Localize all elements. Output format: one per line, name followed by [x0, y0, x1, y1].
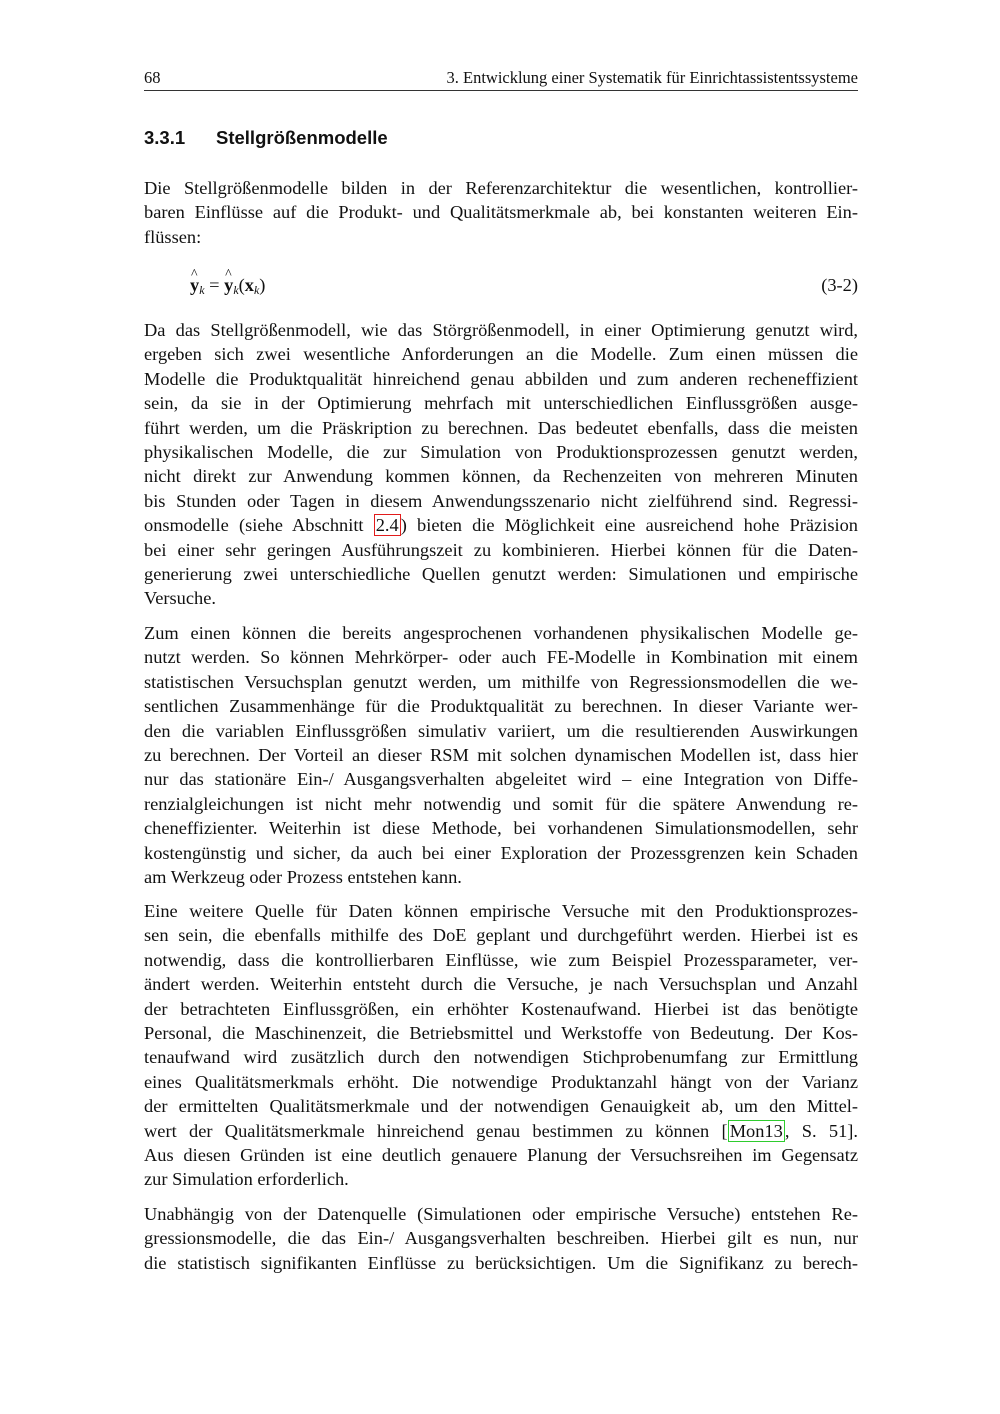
equation-lhs-subscript: k: [199, 283, 205, 297]
text-span: wert der Qualitätsmerkmale hinreichend genau bestimmen zu können [: [144, 1120, 728, 1141]
text-line: statistischen Versuchsplan genutzt werden, um mithilfe von Regressionsmodellen die we-: [144, 671, 858, 692]
text-line: die statistisch signifikanten Einflüsse zu berücksichtigen. Um die Signifikanz zu berech-: [144, 1252, 858, 1273]
paragraph-regression: [144, 1202, 858, 1275]
text-line: Modelle die Produktqualität hinreichend genau abbilden und zum anderen recheneffizient: [144, 368, 858, 389]
text-line: sein, da sie in der Optimierung mehrfach mit unterschiedlichen Einflussgrößen ausge-: [144, 393, 858, 414]
text-line: physikalischen Modelle, die zur Simulation von Produktionsprozessen genutzt werden,: [144, 441, 858, 462]
text-line: Unabhängig von der Datenquelle (Simulationen oder empirische Versuche) entstehen Re-: [144, 1204, 858, 1224]
text-line: sen sein, die ebenfalls mithilfe des DoE geplant und durchgeführt werden. Hierbei ist es: [144, 925, 858, 946]
equation-paren-open: (: [238, 275, 245, 295]
text-line: zu berechnen. Der Vorteil an dieser RSM mit solchen dynamischen Modellen ist, dass hier: [144, 744, 858, 765]
citation-link[interactable]: Mon13: [729, 1120, 783, 1141]
paragraph-empirical: [144, 899, 858, 1192]
text-span: , S. 51].: [784, 1120, 859, 1141]
section-reference-link[interactable]: 2.4: [375, 515, 399, 536]
equation-paren-close: ): [259, 275, 266, 295]
equation-equals: =: [204, 275, 225, 295]
equation-lhs: ^ y: [190, 272, 199, 298]
text-line: notwendig, dass die kontrollierbaren Einflüsse, wie zum Beispiel Prozessparameter, ver-: [144, 949, 858, 970]
text-line: nutzt werden. So können Mehrkörper- oder auch FE-Modelle in Kombination mit einem: [144, 647, 858, 668]
text-line: bis Stunden oder Tagen in diesem Anwendungsszenario nicht zielführend sind. Regressi-: [144, 490, 858, 511]
text-line: Die Stellgrößenmodelle bilden in der Referenzarchitektur die wesentlichen, kontrollier-: [144, 178, 858, 198]
equation-rhs: ^ y: [224, 272, 233, 298]
equation-number: (3-2): [821, 275, 858, 295]
text-line: [144, 1119, 858, 1143]
page-number: 68: [144, 68, 161, 87]
text-line: sentlichen Zusammenhänge für die Produktqualität zu berechnen. In dieser Variante wer-: [144, 696, 858, 717]
equation-argument: x: [244, 275, 254, 295]
text-line: nur das stationäre Ein-/ Ausgangsverhalten abgeleitet wird – eine Integration von Diffe-: [144, 769, 858, 790]
text-line: cheneffizienter. Weiterhin ist diese Methode, bei vorhandenen Simulationsmodellen, sehr: [144, 818, 858, 839]
text-line: Eine weitere Quelle für Daten können empirische Versuche mit den Produktionsprozes-: [144, 901, 858, 921]
text-line: [144, 513, 858, 537]
equation-argument-subscript: k: [253, 283, 260, 297]
running-header: [144, 66, 858, 91]
text-line: Da das Stellgrößenmodell, wie das Störgrößenmodell, in einer Optimierung genutzt wird,: [144, 320, 858, 340]
text-line: ändert werden. Weiterhin entsteht durch die Versuche, je nach Versuchsplan und Anzahl: [144, 974, 858, 995]
text-span: onsmodelle (siehe Abschnitt: [144, 515, 374, 536]
paragraph-intro: [144, 176, 858, 249]
chapter-title: 3. Entwicklung einer Systematik für Einrichtassistentssysteme: [446, 68, 858, 87]
text-line: zur Simulation erforderlich.: [144, 1169, 349, 1190]
text-line: Aus diesen Gründen ist eine deutlich genauere Planung der Versuchsreihen im Gegensatz: [144, 1144, 858, 1165]
text-line: tenaufwand wird zusätzlich durch den notwendigen Stichprobenumfang zur Ermittlung: [144, 1047, 858, 1068]
equation-rhs-subscript: k: [233, 283, 239, 297]
paragraph-simulation: [144, 621, 858, 889]
equation-3-2: [190, 272, 858, 298]
text-line: renzialgleichungen ist nicht mehr notwendig und somit für die spätere Anwendung re-: [144, 793, 858, 814]
text-line: der betrachteten Einflussgrößen, ein erhöhter Kostenaufwand. Hierbei ist das benötigte: [144, 998, 858, 1019]
text-line: ergeben sich zwei wesentliche Anforderungen an die Modelle. Zum einen müssen die: [144, 344, 858, 365]
text-line: baren Einflüsse auf die Produkt- und Qualitätsmerkmale ab, bei konstanten weiteren Ein-: [144, 202, 858, 223]
text-line: kostengünstig und sicher, da auch bei einer Exploration der Prozessgrenzen kein Schaden: [144, 842, 858, 863]
text-line: flüssen:: [144, 226, 202, 247]
text-line: der ermittelten Qualitätsmerkmale und der notwendigen Genauigkeit ab, um den Mittel-: [144, 1096, 858, 1117]
section-heading: [144, 127, 388, 149]
section-number: 3.3.1: [144, 127, 186, 148]
section-title: Stellgrößenmodelle: [216, 127, 388, 148]
text-line: gressionsmodelle, die das Ein-/ Ausgangsverhalten beschreiben. Hierbei gilt es nun, nur: [144, 1228, 858, 1249]
text-line: nicht direkt zur Anwendung kommen können, da Rechenzeiten von mehreren Minuten: [144, 466, 858, 487]
text-line: Versuche.: [144, 588, 216, 609]
text-line: Personal, die Maschinenzeit, die Betriebsmittel und Werkstoffe von Bedeutung. Der Kos-: [144, 1022, 858, 1043]
text-line: den die variablen Einflussgrößen simulativ variiert, um die resultierenden Auswirkungen: [144, 720, 858, 741]
paragraph-requirements: [144, 318, 858, 611]
text-line: am Werkzeug oder Prozess entstehen kann.: [144, 866, 462, 887]
text-line: eines Qualitätsmerkmals erhöht. Die notwendige Produktanzahl hängt von der Varianz: [144, 1071, 858, 1092]
text-line: generierung zwei unterschiedliche Quellen genutzt werden: Simulationen und empirische: [144, 563, 858, 584]
text-line: bei einer sehr geringen Ausführungszeit zu kombinieren. Hierbei können für die Daten-: [144, 539, 858, 560]
text-line: Zum einen können die bereits angesprochenen vorhandenen physikalischen Modelle ge-: [144, 623, 858, 643]
text-span: ) bieten die Möglichkeit eine ausreichend hohe Präzision: [400, 515, 858, 536]
text-line: führt werden, um die Präskription zu berechnen. Das bedeutet ebenfalls, dass die meisten: [144, 417, 858, 438]
